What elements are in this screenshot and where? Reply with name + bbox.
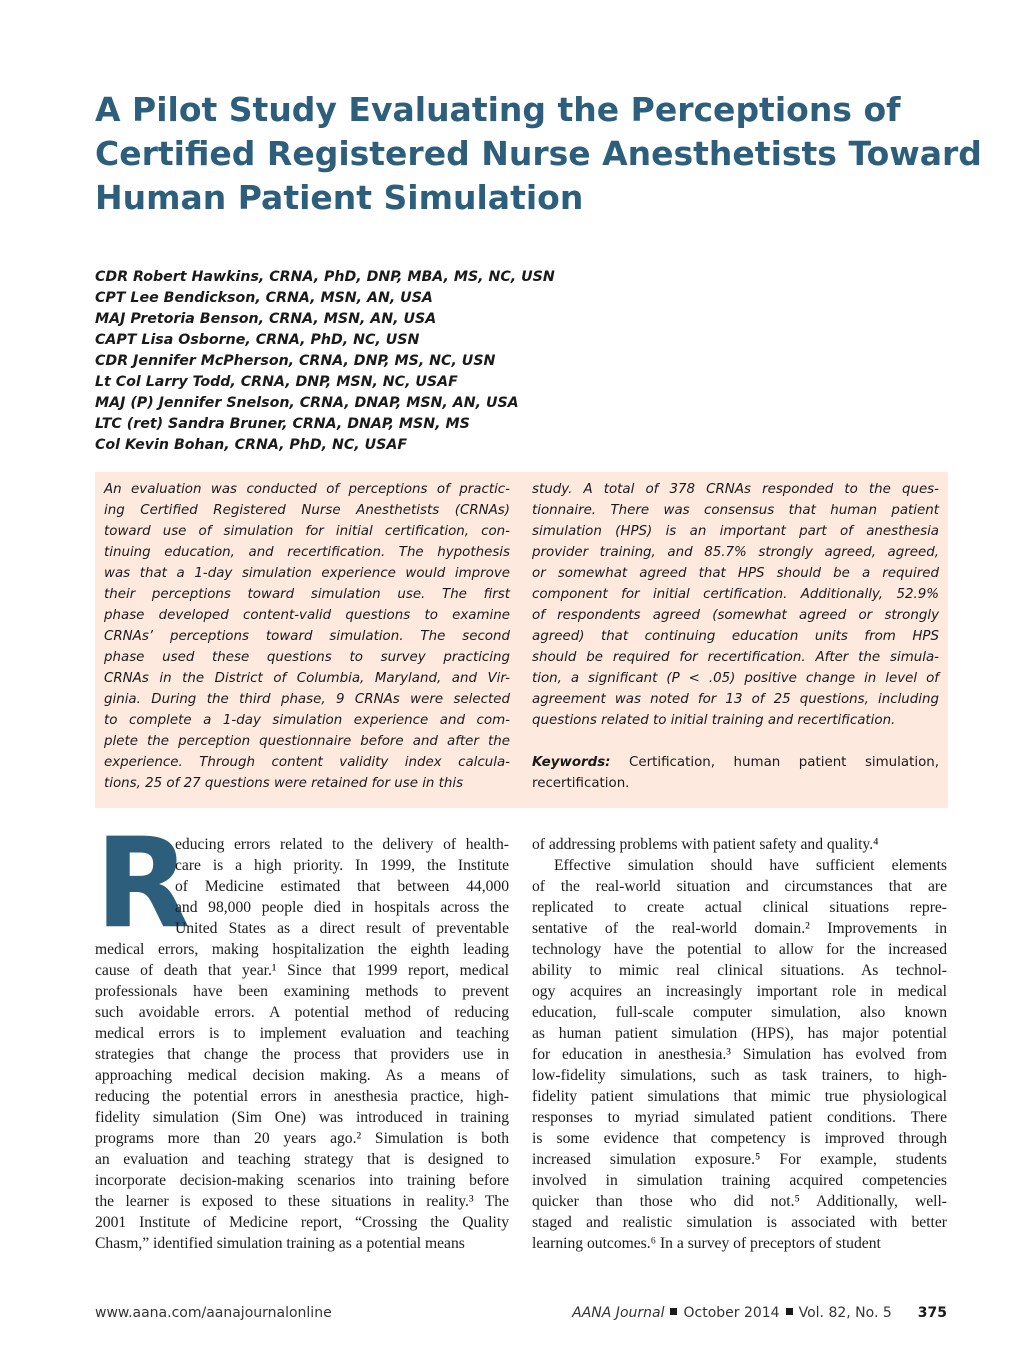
body-right-column [532, 834, 947, 1254]
text-line: 2001 Institute of Medicine report, “Crossing the Quality [95, 1214, 509, 1231]
text-line: their perceptions toward simulation use. The first [104, 587, 510, 602]
abstract-right-lines [532, 479, 939, 731]
footer-citation [572, 1305, 947, 1321]
drop-cap: R [95, 812, 191, 956]
text-line: of respondents agreed (somewhat agreed or strongly [532, 608, 939, 623]
text-line: replicated to create actual clinical situations repre- [532, 899, 947, 916]
text-line: or somewhat agreed that HPS should be a required [532, 566, 939, 581]
abstract-right-column [532, 479, 939, 794]
text-line: care is a high priority. In 1999, the Institute [175, 857, 509, 874]
text-line: sentative of the real-world domain.² Improvements in [532, 920, 947, 937]
footer-url: www.aana.com/aanajournalonline [95, 1305, 332, 1321]
text-line: An evaluation was conducted of perceptions of practic- [104, 482, 510, 497]
author: Lt Col Larry Todd, CRNA, DNP, MSN, NC, USAF [95, 374, 458, 390]
author: LTC (ret) Sandra Bruner, CRNA, DNAP, MSN, MS [95, 416, 470, 432]
keywords-text: Certification, human patient simulation, [610, 755, 939, 770]
abstract-box [95, 472, 948, 808]
volume-issue: Vol. 82, No. 5 [798, 1305, 892, 1321]
text-line: Chasm,” identified simulation training as a potential means [95, 1235, 465, 1252]
text-line: for education in anesthesia.³ Simulation has evolved from [532, 1046, 947, 1063]
text-line: to complete a 1-day simulation experience and com- [104, 713, 510, 728]
text-line: toward use of simulation for initial certification, con- [104, 524, 510, 539]
text-line: ogy acquires an increasingly important role in medical [532, 983, 947, 1000]
text-line: involved in simulation training acquired competencies [532, 1172, 947, 1189]
text-line: educing errors related to the delivery of health- [175, 836, 509, 853]
text-line: fidelity patient simulations that mimic true physiological [532, 1088, 947, 1105]
text-line: tinuing education, and recertification. The hypothesis [104, 545, 510, 560]
text-line: and 98,000 people died in hospitals across the [175, 899, 509, 916]
text-line: strategies that change the process that providers use in [95, 1046, 509, 1063]
keywords-text-2: recertification. [532, 776, 630, 791]
text-line: approaching medical decision making. As a means of [95, 1067, 509, 1084]
text-line: phase developed content-valid questions to examine [104, 608, 510, 623]
text-line: quicker than those who did not.⁵ Additionally, well- [532, 1193, 947, 1210]
text-line: was that a 1-day simulation experience would improve [104, 566, 510, 581]
text-line: learning outcomes.⁶ In a survey of preceptors of student [532, 1235, 881, 1252]
body-left-column [95, 834, 509, 1254]
text-line: technology have the potential to allow for the increased [532, 941, 947, 958]
title-line: Human Patient Simulation [95, 178, 584, 217]
text-line: plete the perception questionnaire before and after the [104, 734, 510, 749]
journal-name: AANA Journal [572, 1305, 665, 1321]
abstract-left-column [104, 479, 510, 794]
author: Col Kevin Bohan, CRNA, PhD, NC, USAF [95, 437, 408, 453]
text-line: tionnaire. There was consensus that human patient [532, 503, 939, 518]
author: CAPT Lisa Osborne, CRNA, PhD, NC, USN [95, 332, 420, 348]
text-line: tions, 25 of 27 questions were retained for use in this [104, 776, 464, 791]
article-title [95, 88, 982, 220]
text-line: professionals have been examining methods to prevent [95, 983, 509, 1000]
author-list [95, 267, 695, 456]
text-line: low-fidelity simulations, such as task trainers, to high- [532, 1067, 947, 1084]
author: MAJ (P) Jennifer Snelson, CRNA, DNAP, MSN, AN, USA [95, 395, 519, 411]
text-line: such avoidable errors. A potential method of reducing [95, 1004, 509, 1021]
author: CDR Robert Hawkins, CRNA, PhD, DNP, MBA, MS, NC, USN [95, 269, 555, 285]
text-line: staged and realistic simulation is associated with better [532, 1214, 947, 1231]
square-bullet-icon [670, 1308, 677, 1315]
page-number: 375 [917, 1305, 947, 1321]
text-line: cause of death that year.¹ Since that 1999 report, medical [95, 962, 509, 979]
text-line: study. A total of 378 CRNAs responded to the ques- [532, 482, 939, 497]
text-line: medical errors is to implement evaluation and teaching [95, 1025, 509, 1042]
text-line: simulation (HPS) is an important part of anesthesia [532, 524, 939, 539]
text-line: experience. Through content validity index calcula- [104, 755, 510, 770]
title-line: A Pilot Study Evaluating the Perceptions of [95, 90, 901, 129]
text-line: is some evidence that competency is improved through [532, 1130, 947, 1147]
square-bullet-icon [786, 1308, 793, 1315]
text-line: component for initial certification. Additionally, 52.9% [532, 587, 939, 602]
text-line: agreed) that continuing education units from HPS [532, 629, 939, 644]
author: CPT Lee Bendickson, CRNA, MSN, AN, USA [95, 290, 433, 306]
text-line: medical errors, making hospitalization the eighth leading [95, 941, 509, 958]
text-line: education, full-scale computer simulation, also known [532, 1004, 947, 1021]
text-line: CRNAs in the District of Columbia, Maryland, and Vir- [104, 671, 510, 686]
text-line: as human patient simulation (HPS), has major potential [532, 1025, 947, 1042]
text-line: of addressing problems with patient safety and quality.⁴ [532, 836, 879, 853]
text-line: Effective simulation should have sufficient elements [554, 857, 947, 874]
text-line: CRNAs’ perceptions toward simulation. The second [104, 629, 510, 644]
author: MAJ Pretoria Benson, CRNA, MSN, AN, USA [95, 311, 437, 327]
text-line: reducing the potential errors in anesthesia practice, high- [95, 1088, 509, 1105]
text-line: United States as a direct result of preventable [175, 920, 509, 937]
text-line: incorporate decision-making scenarios into training before [95, 1172, 509, 1189]
keywords-label: Keywords: [532, 755, 611, 770]
issue-date: October 2014 [683, 1305, 780, 1321]
text-line: provider training, and 85.7% strongly agreed, agreed, [532, 545, 939, 560]
text-line: ginia. During the third phase, 9 CRNAs were selected [104, 692, 510, 707]
text-line: ability to mimic real clinical situations. As technol- [532, 962, 947, 979]
text-line: questions related to initial training and recertification. [532, 713, 896, 728]
keywords [532, 752, 939, 794]
text-line: of Medicine estimated that between 44,000 [175, 878, 509, 895]
text-line: agreement was noted for 13 of 25 questions, including [532, 692, 939, 707]
text-line: programs more than 20 years ago.² Simulation is both [95, 1130, 509, 1147]
author: CDR Jennifer McPherson, CRNA, DNP, MS, NC, USN [95, 353, 496, 369]
text-line: an evaluation and teaching strategy that is designed to [95, 1151, 509, 1168]
text-line: tion, a significant (P < .05) positive change in level of [532, 671, 939, 686]
text-line: of the real-world situation and circumstances that are [532, 878, 947, 895]
text-line: ing Certified Registered Nurse Anesthetists (CRNAs) [104, 503, 510, 518]
text-line: phase used these questions to survey practicing [104, 650, 510, 665]
text-line: the learner is exposed to these situations in reality.³ The [95, 1193, 509, 1210]
text-line: fidelity simulation (Sim One) was introduced in training [95, 1109, 509, 1126]
text-line: increased simulation exposure.⁵ For example, students [532, 1151, 947, 1168]
text-line: should be required for recertification. After the simula- [532, 650, 939, 665]
text-line: responses to myriad simulated patient conditions. There [532, 1109, 947, 1126]
title-line: Certified Registered Nurse Anesthetists Toward [95, 134, 982, 173]
